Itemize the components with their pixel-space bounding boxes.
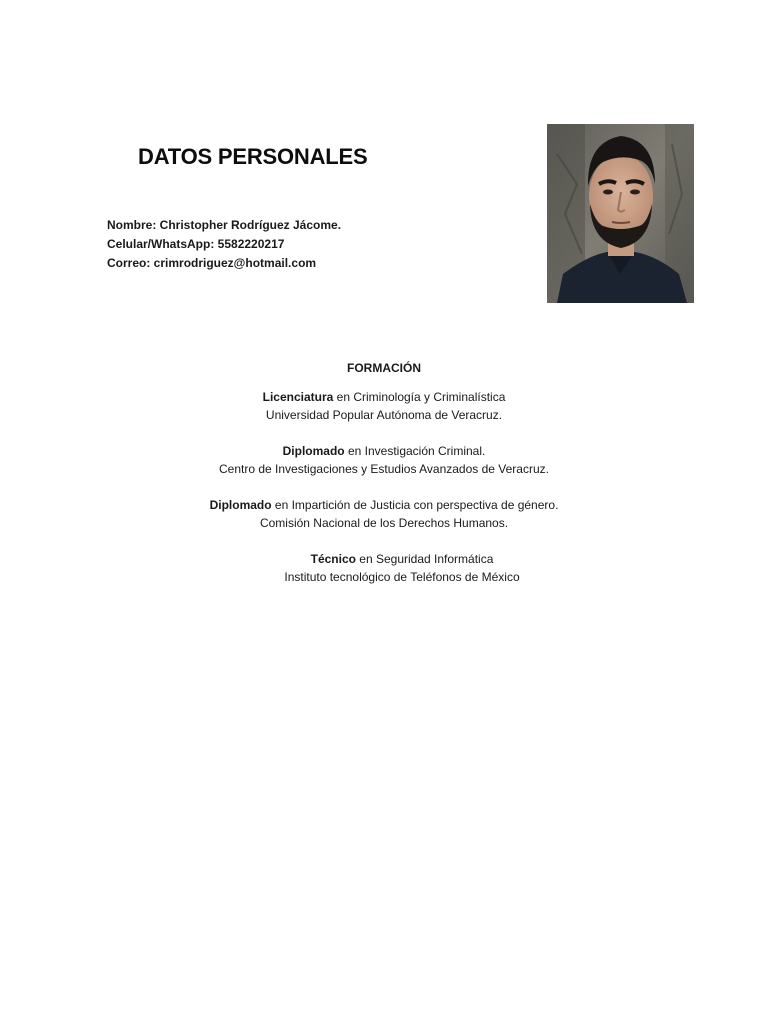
contact-block — [107, 216, 341, 273]
degree-type: Licenciatura — [262, 390, 334, 404]
contact-phone: Celular/WhatsApp: 5582220217 — [107, 237, 285, 251]
degree-line — [36, 550, 768, 568]
profile-photo — [547, 124, 694, 303]
degree-field: en Criminología y Criminalística — [333, 390, 506, 404]
degree-field: en Investigación Criminal. — [344, 444, 486, 458]
profile-photo-icon — [547, 124, 694, 303]
contact-name: Nombre: Christopher Rodríguez Jácome. — [107, 218, 342, 232]
institution-line: Universidad Popular Autónoma de Veracruz. — [265, 408, 503, 422]
degree-line — [0, 496, 768, 514]
degree-type: Diplomado — [282, 444, 345, 458]
degree-line — [0, 442, 768, 460]
degree-type: Diplomado — [209, 498, 272, 512]
education-entry — [0, 550, 768, 586]
institution-line: Instituto tecnológico de Teléfonos de México — [284, 570, 520, 584]
page-title: DATOS PERSONALES — [138, 144, 368, 169]
education-entry — [0, 496, 768, 532]
education-entry — [0, 442, 768, 478]
degree-line — [0, 388, 768, 406]
degree-field: en Seguridad Informática — [355, 552, 494, 566]
education-entry — [0, 388, 768, 424]
degree-field: en Impartición de Justicia con perspectiva de género. — [271, 498, 559, 512]
education-heading: FORMACIÓN — [347, 361, 421, 375]
education-section — [0, 360, 768, 604]
institution-line: Comisión Nacional de los Derechos Humanos. — [259, 516, 509, 530]
degree-type: Técnico — [310, 552, 356, 566]
contact-email: Correo: crimrodriguez@hotmail.com — [107, 256, 317, 270]
institution-line: Centro de Investigaciones y Estudios Avanzados de Veracruz. — [219, 462, 549, 476]
